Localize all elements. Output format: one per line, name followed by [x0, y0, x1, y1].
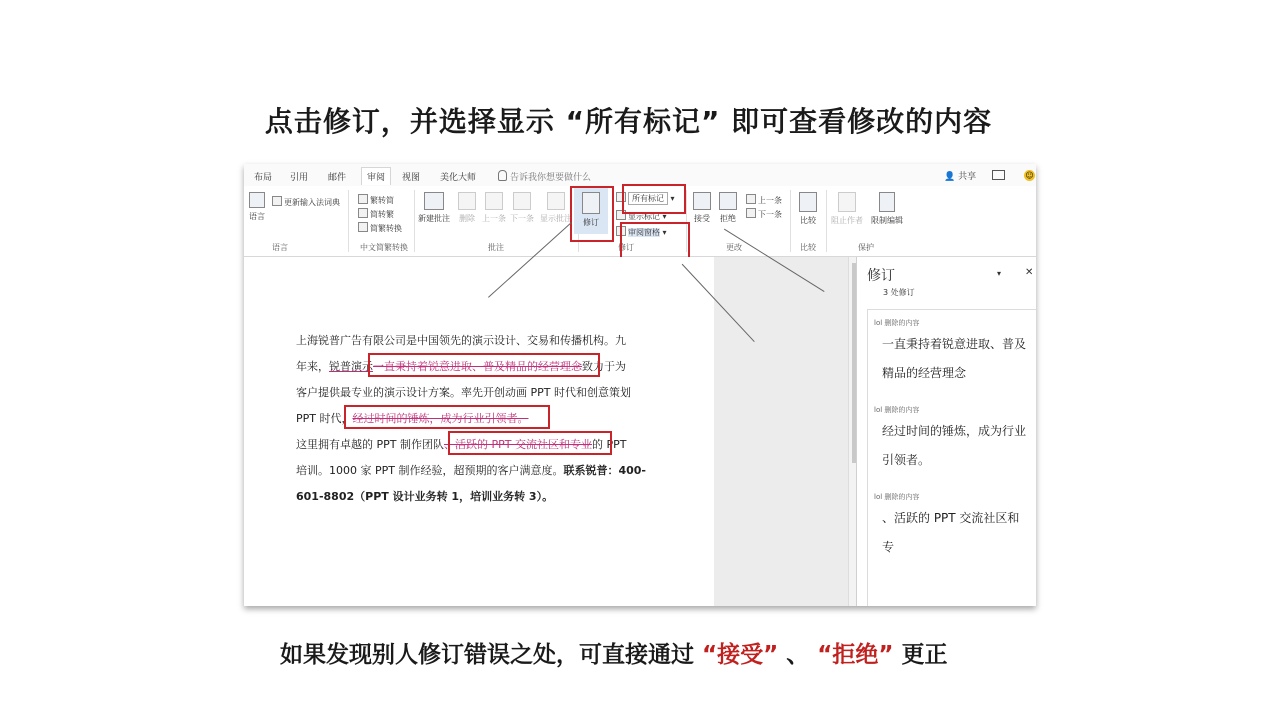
block-authors-label: 阻止作者	[831, 216, 863, 225]
doc-line-6	[296, 462, 646, 478]
highlight-deletion-2	[344, 405, 550, 429]
share-button[interactable]: 👤 共享	[944, 172, 977, 182]
doc-line-1: 上海锐普广告有限公司是中国领先的演示设计、交易和传播机构。九	[296, 334, 626, 347]
group-separator	[826, 190, 827, 252]
compare-icon	[799, 192, 817, 212]
tab-beautify[interactable]: 美化大师	[440, 173, 477, 183]
share-label: 共享	[958, 172, 977, 182]
update-ime-dict-button[interactable]	[272, 196, 340, 208]
simp-to-trad-button[interactable]	[358, 208, 394, 220]
group-label-language: 语言	[272, 243, 288, 252]
language-icon	[249, 192, 265, 208]
tab-layout[interactable]: 布局	[254, 173, 273, 183]
smiley-icon[interactable]: ☺	[1025, 171, 1034, 180]
restrict-editing-label: 限制编辑	[871, 216, 903, 225]
highlight-deletion-1	[368, 353, 600, 377]
revision-list	[867, 309, 1036, 606]
new-comment-icon	[424, 192, 444, 210]
trad-to-simp-button[interactable]	[358, 194, 394, 206]
chinese-convert-label: 简繁转换	[370, 224, 402, 233]
prev-change-icon	[746, 194, 756, 204]
ribbon-tabbar	[244, 164, 1036, 186]
revision-text[interactable]: 、活跃的 PPT 交流社区和专	[882, 511, 1020, 554]
new-comment-label: 新建批注	[418, 214, 450, 223]
footer-prefix: 如果发现别人修订错误之处，可直接通过	[280, 642, 703, 668]
markup-display-dropdown[interactable]: 所有标记 ▾	[616, 192, 675, 204]
dictionary-icon	[272, 196, 282, 206]
revisions-pane	[856, 257, 1036, 606]
word-screenshot	[244, 164, 1036, 606]
close-icon[interactable]: ✕	[1025, 267, 1034, 278]
track-changes-label: 修订	[583, 218, 599, 227]
doc-text: 致力于为	[582, 360, 626, 373]
revision-header: lol 删除的内容	[874, 493, 920, 501]
accept-change-label: 接受	[694, 214, 710, 223]
prev-change-label: 上一条	[758, 196, 782, 205]
reviewing-pane-label: 审阅窗格	[628, 228, 660, 237]
prev-comment-label: 上一条	[482, 214, 506, 223]
chinese-convert-icon	[358, 222, 368, 232]
compare-button[interactable]	[794, 192, 822, 226]
show-comments-label: 显示批注	[540, 214, 572, 223]
compare-label: 比较	[800, 216, 816, 225]
group-label-compare: 比较	[800, 243, 816, 252]
group-label-comments: 批注	[488, 243, 504, 252]
doc-text: 培训。1000 家 PPT 制作经验，超预期的客户满意度。	[296, 464, 564, 477]
doc-deleted-text: 经过时间的锤炼，成为行业引领者。	[352, 412, 529, 425]
pane-options-icon[interactable]: ▾	[997, 269, 1002, 278]
doc-deleted-text: 一直秉持着锐意进取、普及精品的经营理念	[373, 360, 582, 373]
reject-change-button[interactable]	[716, 192, 740, 224]
tab-view[interactable]: 视图	[402, 173, 421, 183]
language-button[interactable]	[246, 192, 268, 222]
delete-comment-button[interactable]	[456, 192, 478, 224]
show-markup-button[interactable]: 显示标记 ▾	[616, 210, 667, 222]
highlight-track-button	[570, 186, 614, 242]
show-comments-icon	[547, 192, 565, 210]
show-markup-label: 显示标记	[628, 212, 660, 221]
new-comment-button[interactable]	[416, 192, 452, 224]
markup-display-value: 所有标记	[628, 192, 668, 205]
next-change-label: 下一条	[758, 210, 782, 219]
tell-me-box[interactable]	[498, 170, 591, 183]
next-comment-label: 下一条	[510, 214, 534, 223]
block-authors-icon	[838, 192, 856, 212]
lightbulb-icon	[498, 170, 507, 181]
highlight-reviewing-pane	[620, 222, 690, 259]
prev-change-button[interactable]	[746, 194, 782, 206]
revision-text[interactable]: 一直秉持着锐意进取、普及精品的经营理念	[882, 337, 1027, 380]
pane-title: 修订	[867, 268, 895, 284]
next-comment-icon	[513, 192, 531, 210]
group-separator	[414, 190, 415, 252]
group-label-changes: 更改	[726, 243, 742, 252]
language-label: 语言	[249, 212, 265, 221]
tab-references[interactable]: 引用	[290, 173, 309, 183]
trad-to-simp-icon	[358, 194, 368, 204]
doc-deleted-text: 、活跃的 PPT 交流社区和专业	[443, 438, 592, 451]
prev-comment-button[interactable]	[482, 192, 506, 224]
accept-icon	[693, 192, 711, 210]
page-heading: 点击修订，并选择显示 “所有标记” 即可查看修改的内容	[264, 105, 993, 138]
doc-text: 年来，	[296, 360, 329, 373]
simp-to-trad-label: 简转繁	[370, 210, 394, 219]
group-label-tracking: 修订	[618, 243, 634, 252]
next-change-icon	[746, 208, 756, 218]
group-label-protect: 保护	[858, 243, 874, 252]
restrict-editing-button[interactable]	[868, 192, 906, 226]
group-separator	[790, 190, 791, 252]
footer-instruction	[280, 636, 948, 669]
comments-icon[interactable]	[992, 170, 1005, 180]
doc-inserted-text: 锐普演示	[329, 360, 373, 373]
doc-text: 这里拥有卓越的 PPT 制作团队	[296, 438, 444, 451]
highlight-deletion-3	[448, 431, 612, 455]
revision-text[interactable]: 经过时间的锤炼，成为行业引领者。	[882, 424, 1027, 467]
next-change-button[interactable]	[746, 208, 782, 220]
chinese-convert-button[interactable]	[358, 222, 402, 234]
revision-count: 3 处修订	[883, 288, 915, 297]
trad-to-simp-label: 繁转简	[370, 196, 394, 205]
doc-text: 的 PPT	[591, 438, 627, 451]
accept-change-button[interactable]	[690, 192, 714, 224]
doc-line-3: 客户提供最专业的演示设计方案。率先开创动画 PPT 时代和创意策划	[296, 386, 631, 399]
restrict-editing-icon	[879, 192, 895, 212]
update-ime-dict-label: 更新输入法词典	[284, 198, 340, 207]
group-separator	[348, 190, 349, 252]
show-comments-button[interactable]	[538, 192, 574, 224]
group-label-chinese: 中文简繁转换	[360, 243, 408, 252]
next-comment-button[interactable]	[510, 192, 534, 224]
highlight-all-markup	[622, 184, 686, 214]
footer-reject: “拒绝”	[817, 642, 894, 668]
footer-accept: “接受”	[702, 642, 779, 668]
reviewing-pane-button[interactable]: 审阅窗格 ▾	[616, 226, 667, 238]
doc-text: PPT 时代，	[296, 412, 353, 425]
simp-to-trad-icon	[358, 208, 368, 218]
reject-change-label: 拒绝	[720, 214, 736, 223]
doc-line-7: 601-8802（PPT 设计业务转 1，培训业务转 3）。	[296, 490, 554, 503]
prev-comment-icon	[485, 192, 503, 210]
footer-separator: 、	[778, 642, 810, 668]
footer-suffix: 更正	[893, 642, 948, 668]
reject-icon	[719, 192, 737, 210]
delete-comment-icon	[458, 192, 476, 210]
tell-me-text: 告诉我你想要做什么	[510, 173, 592, 183]
tab-review[interactable]: 审阅	[361, 167, 391, 185]
doc-bold-text: 联系锐普：400-	[563, 464, 646, 477]
revision-header: lol 删除的内容	[874, 406, 920, 414]
tab-mailings[interactable]: 邮件	[328, 173, 347, 183]
delete-comment-label: 删除	[459, 214, 475, 223]
block-authors-button[interactable]	[828, 192, 866, 226]
revision-header: lol 删除的内容	[874, 319, 920, 327]
